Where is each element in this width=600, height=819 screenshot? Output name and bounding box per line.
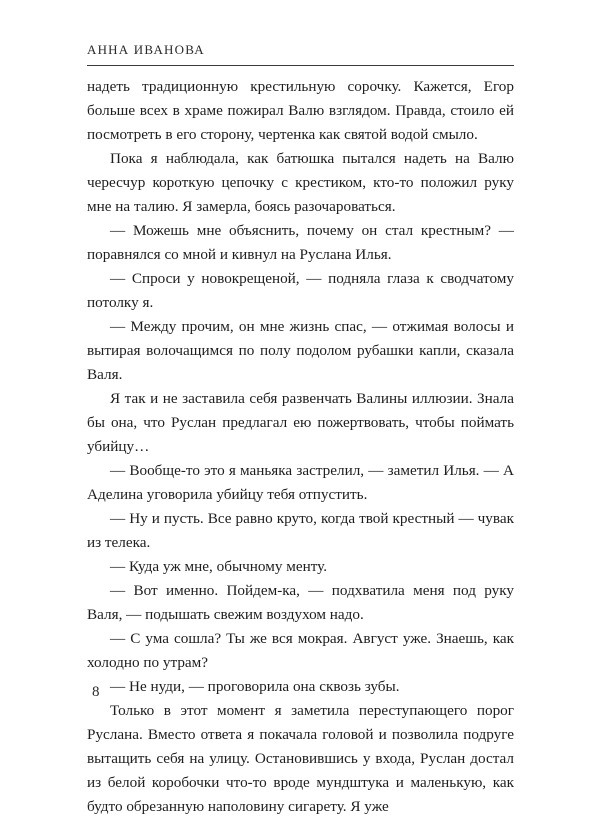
paragraph: — Куда уж мне, обычному менту.: [110, 558, 328, 575]
paragraph: Пока я наблюдала, как батюшка пытался надеть на Валю чересчур короткую цепочку с крестиком, кто-то положил руку мне на талию. Я замерла, боясь разочароваться.: [87, 150, 514, 215]
paragraph: — Вообще-то это я маньяка застрелил, — заметил Илья. — А Аделина уговорила убийцу тебя отпустить.: [87, 462, 514, 503]
running-header: АННА ИВАНОВА: [87, 42, 205, 57]
paragraph: — Можешь мне объяснить, почему он стал крестным? — поравнялся со мной и кивнул на Руслана Илья.: [87, 222, 514, 263]
paragraph: — Вот именно. Пойдем-ка, — подхватила меня под руку Валя, — подышать свежим воздухом надо.: [87, 582, 514, 623]
header-rule: [87, 65, 514, 66]
paragraph: — С ума сошла? Ты же вся мокрая. Август уже. Знаешь, как холодно по утрам?: [87, 630, 514, 671]
body-text: [87, 75, 514, 819]
paragraph: — Не нуди, — проговорила она сквозь зубы.: [110, 678, 400, 695]
paragraph: Только в этот момент я заметила переступающего порог Руслана. Вместо ответа я покачала головой и позволила подруге вытащить себя на улицу. Остановившись у входа, Руслан достал из белой коробочки что-то вроде мундштука и маленькую, как будто обрезанную наполовину сигарету. Я уже: [87, 702, 514, 815]
paragraph: — Между прочим, он мне жизнь спас, — отжимая волосы и вытирая волочащимся по полу подолом рубашки капли, сказала Валя.: [87, 318, 514, 383]
paragraph: — Ну и пусть. Все равно круто, когда твой крестный — чувак из телека.: [87, 510, 514, 551]
paragraph: надеть традиционную крестильную сорочку. Кажется, Егор больше всех в храме пожирал Валю взглядом. Правда, стоило ей посмотреть в его сторону, чертенка как святой водой смыло.: [87, 78, 514, 143]
paragraph: — Спроси у новокрещеной, — подняла глаза к сводчатому потолку я.: [87, 270, 514, 311]
page-number: 8: [92, 684, 100, 700]
paragraph: Я так и не заставила себя развенчать Валины иллюзии. Знала бы она, что Руслан предлагал ею пожертвовать, чтобы поймать убийцу…: [87, 390, 514, 455]
